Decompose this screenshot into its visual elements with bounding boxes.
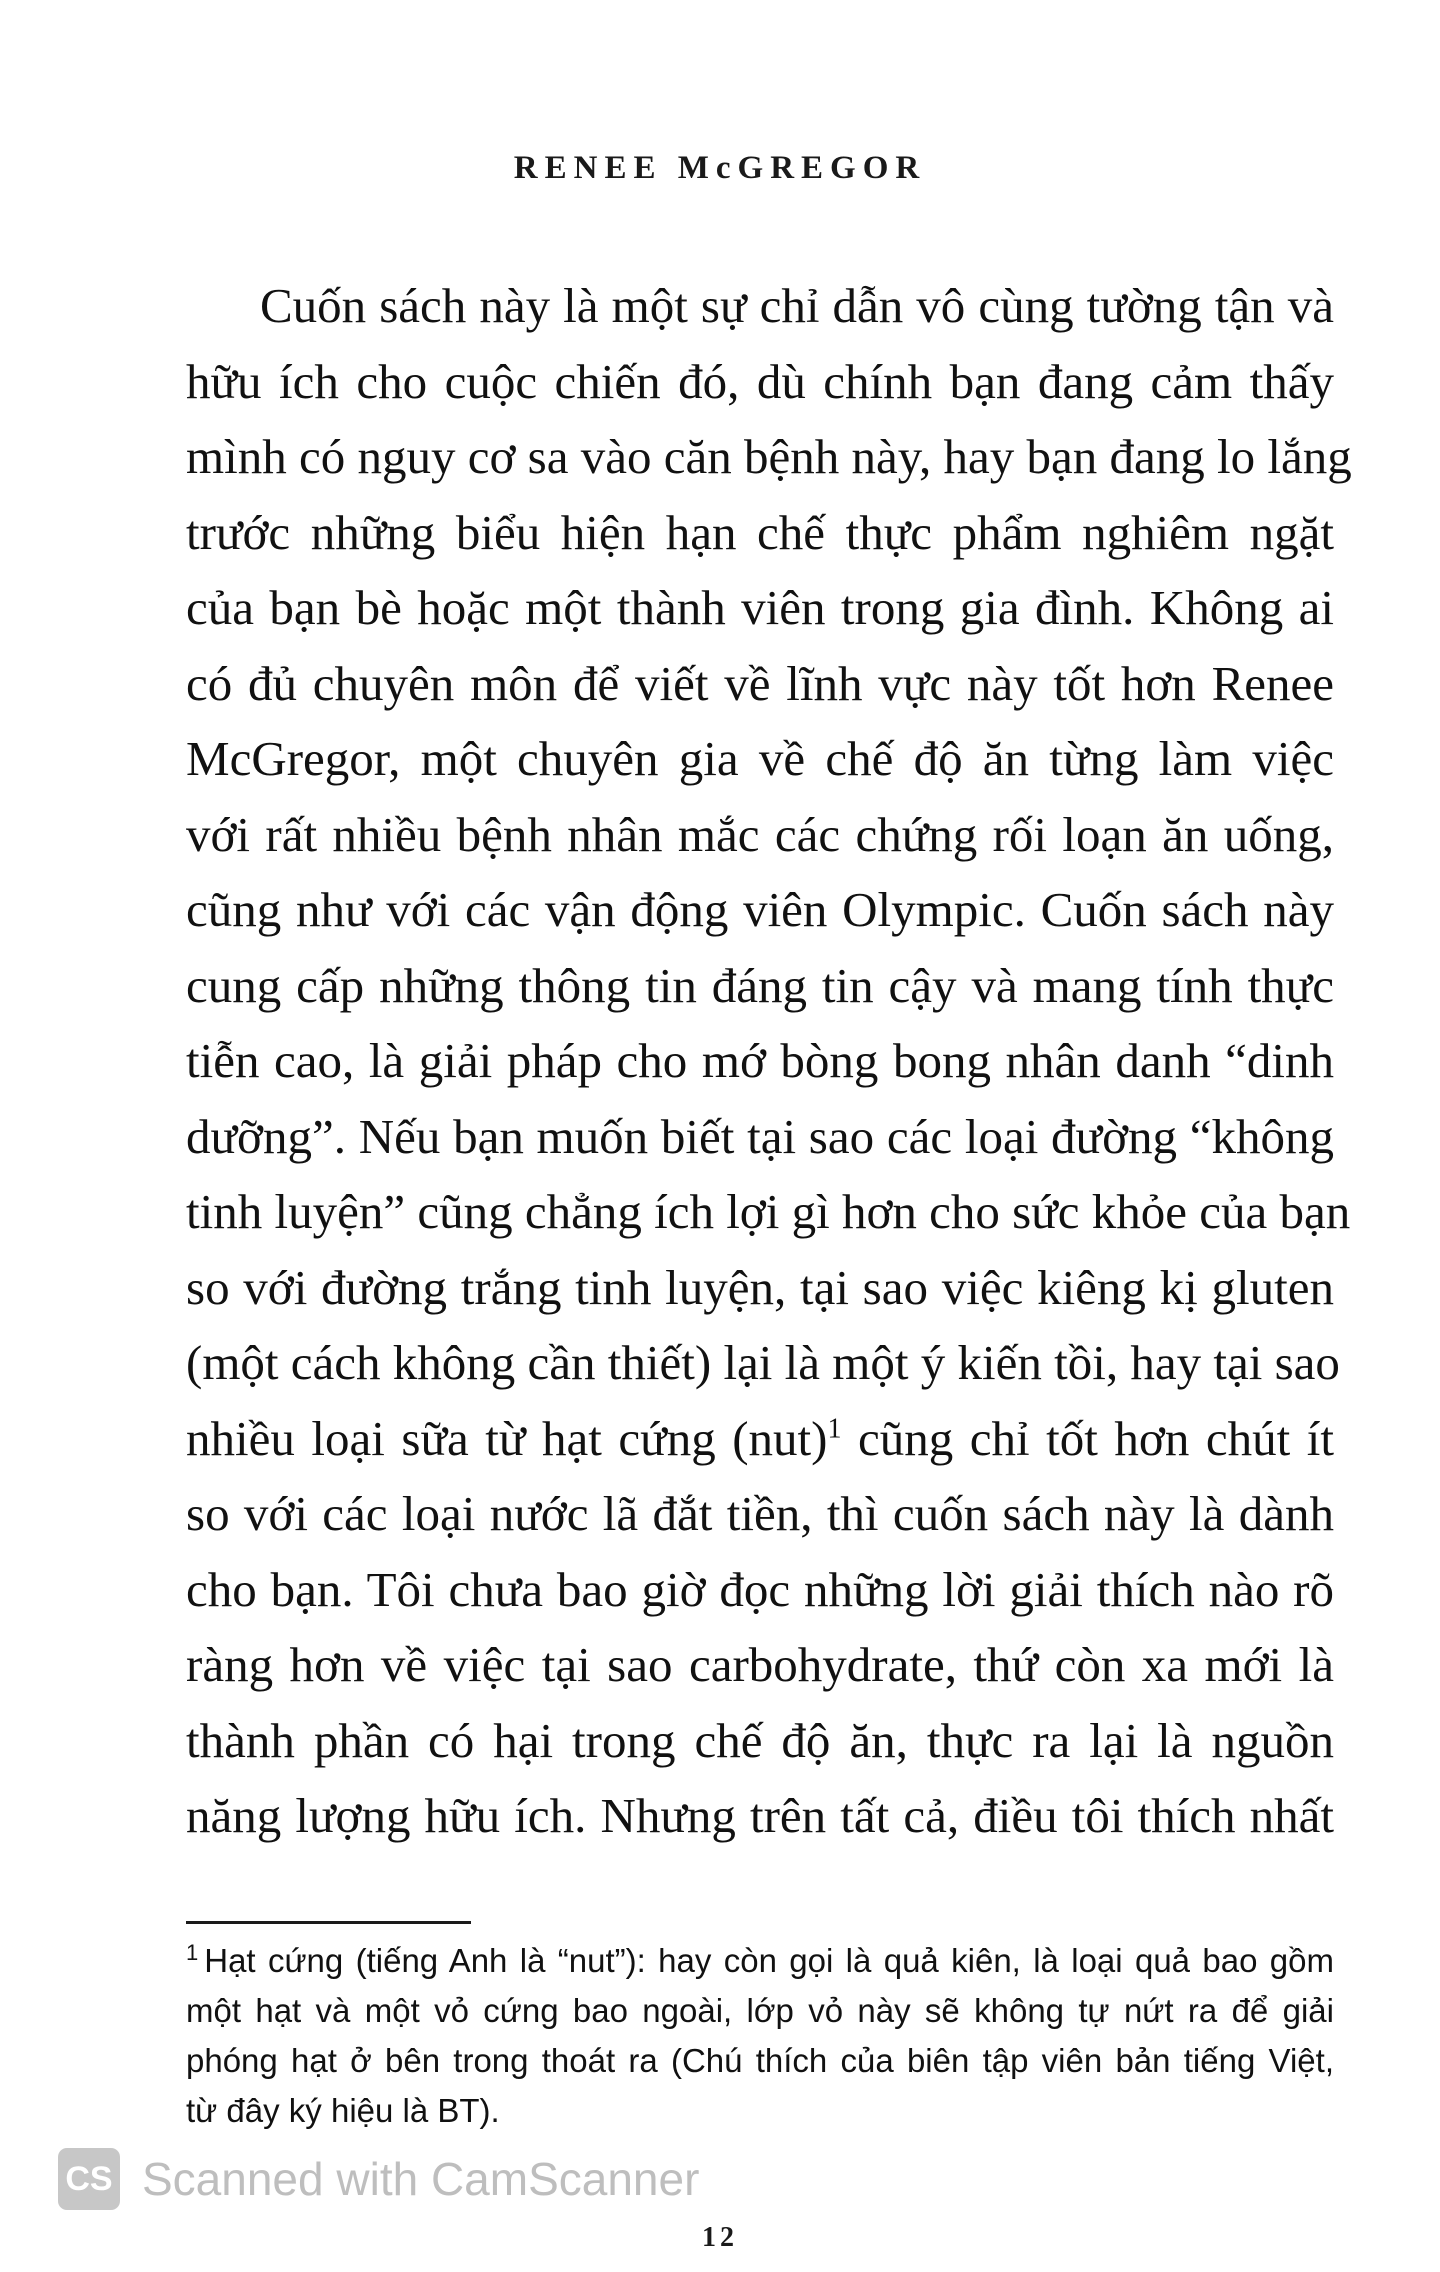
body-line: trước những biểu hiện hạn chế thực phẩm nghiêm ngặt [186,504,1334,560]
body-line: dưỡng”. Nếu bạn muốn biết tại sao các loại đường “không [186,1108,1334,1164]
body-line: cung cấp những thông tin đáng tin cậy và mang tính thực [186,957,1334,1013]
footnote-marker: 1 [186,1940,199,1965]
footnote-line: một hạt và một vỏ cứng bao ngoài, lớp vỏ này sẽ không tự nứt ra để giải [186,1992,1334,2029]
running-header: RENEE McGREGOR [513,150,927,186]
body-line: Cuốn sách này là một sự chỉ dẫn vô cùng tường tận và [260,278,1334,333]
body-line: thành phần có hại trong chế độ ăn, thực ra lại là nguồn [186,1712,1334,1768]
camscanner-logo-icon: CS [58,2148,120,2210]
body-line: của bạn bè hoặc một thành viên trong gia đình. Không ai [186,580,1334,635]
footnote-line [186,1936,1334,1986]
body-line: ràng hơn về việc tại sao carbohydrate, thứ còn xa mới là [186,1637,1334,1692]
body-line: năng lượng hữu ích. Nhưng trên tất cả, điều tôi thích nhất [186,1788,1334,1843]
footnote-line: từ đây ký hiệu là BT). [186,2092,500,2129]
body-line-text: cũng chỉ tốt hơn chút ít [841,1410,1334,1466]
body-line: tiễn cao, là giải pháp cho mớ bòng bong nhân danh “dinh [186,1033,1334,1088]
body-line: (một cách không cần thiết) lại là một ý kiến tồi, hay tại sao [186,1335,1340,1390]
body-line: so với đường trắng tinh luyện, tại sao việc kiêng kị gluten [186,1259,1334,1315]
body-line: hữu ích cho cuộc chiến đó, dù chính bạn đang cảm thấy [186,353,1334,409]
watermark-text: Scanned with CamScanner [142,2153,700,2205]
footnote-reference-marker[interactable]: 1 [827,1413,842,1445]
body-text [186,268,1352,1854]
body-line-text: nhiều loại sữa từ hạt cứng (nut) [186,1410,828,1466]
body-line: tinh luyện” cũng chẳng ích lợi gì hơn cho sức khỏe của bạn [186,1184,1351,1239]
footnote [186,1936,1334,2136]
body-line: mình có nguy cơ sa vào căn bệnh này, hay bạn đang lo lắng [186,429,1352,484]
body-line: với rất nhiều bệnh nhân mắc các chứng rối loạn ăn uống, [186,806,1334,862]
scanner-watermark [58,2148,699,2210]
footnote-line-text: Hạt cứng (tiếng Anh là “nut”): hay còn gọi là quả kiên, là loại quả bao gồm [204,1942,1334,1979]
body-line: so với các loại nước lã đắt tiền, thì cuốn sách này là dành [186,1486,1334,1541]
body-line-with-footnote-ref [186,1401,1334,1477]
footnote-divider [186,1921,471,1924]
body-line: cho bạn. Tôi chưa bao giờ đọc những lời giải thích nào rõ [186,1561,1334,1617]
page-number: 12 [702,2222,738,2253]
body-line: có đủ chuyên môn để viết về lĩnh vực này tốt hơn Renee [186,655,1334,711]
body-line: McGregor, một chuyên gia về chế độ ăn từng làm việc [186,731,1334,786]
footnote-line: phóng hạt ở bên trong thoát ra (Chú thích của biên tập viên bản tiếng Việt, [186,2042,1334,2079]
body-line: cũng như với các vận động viên Olympic. Cuốn sách này [186,882,1334,937]
